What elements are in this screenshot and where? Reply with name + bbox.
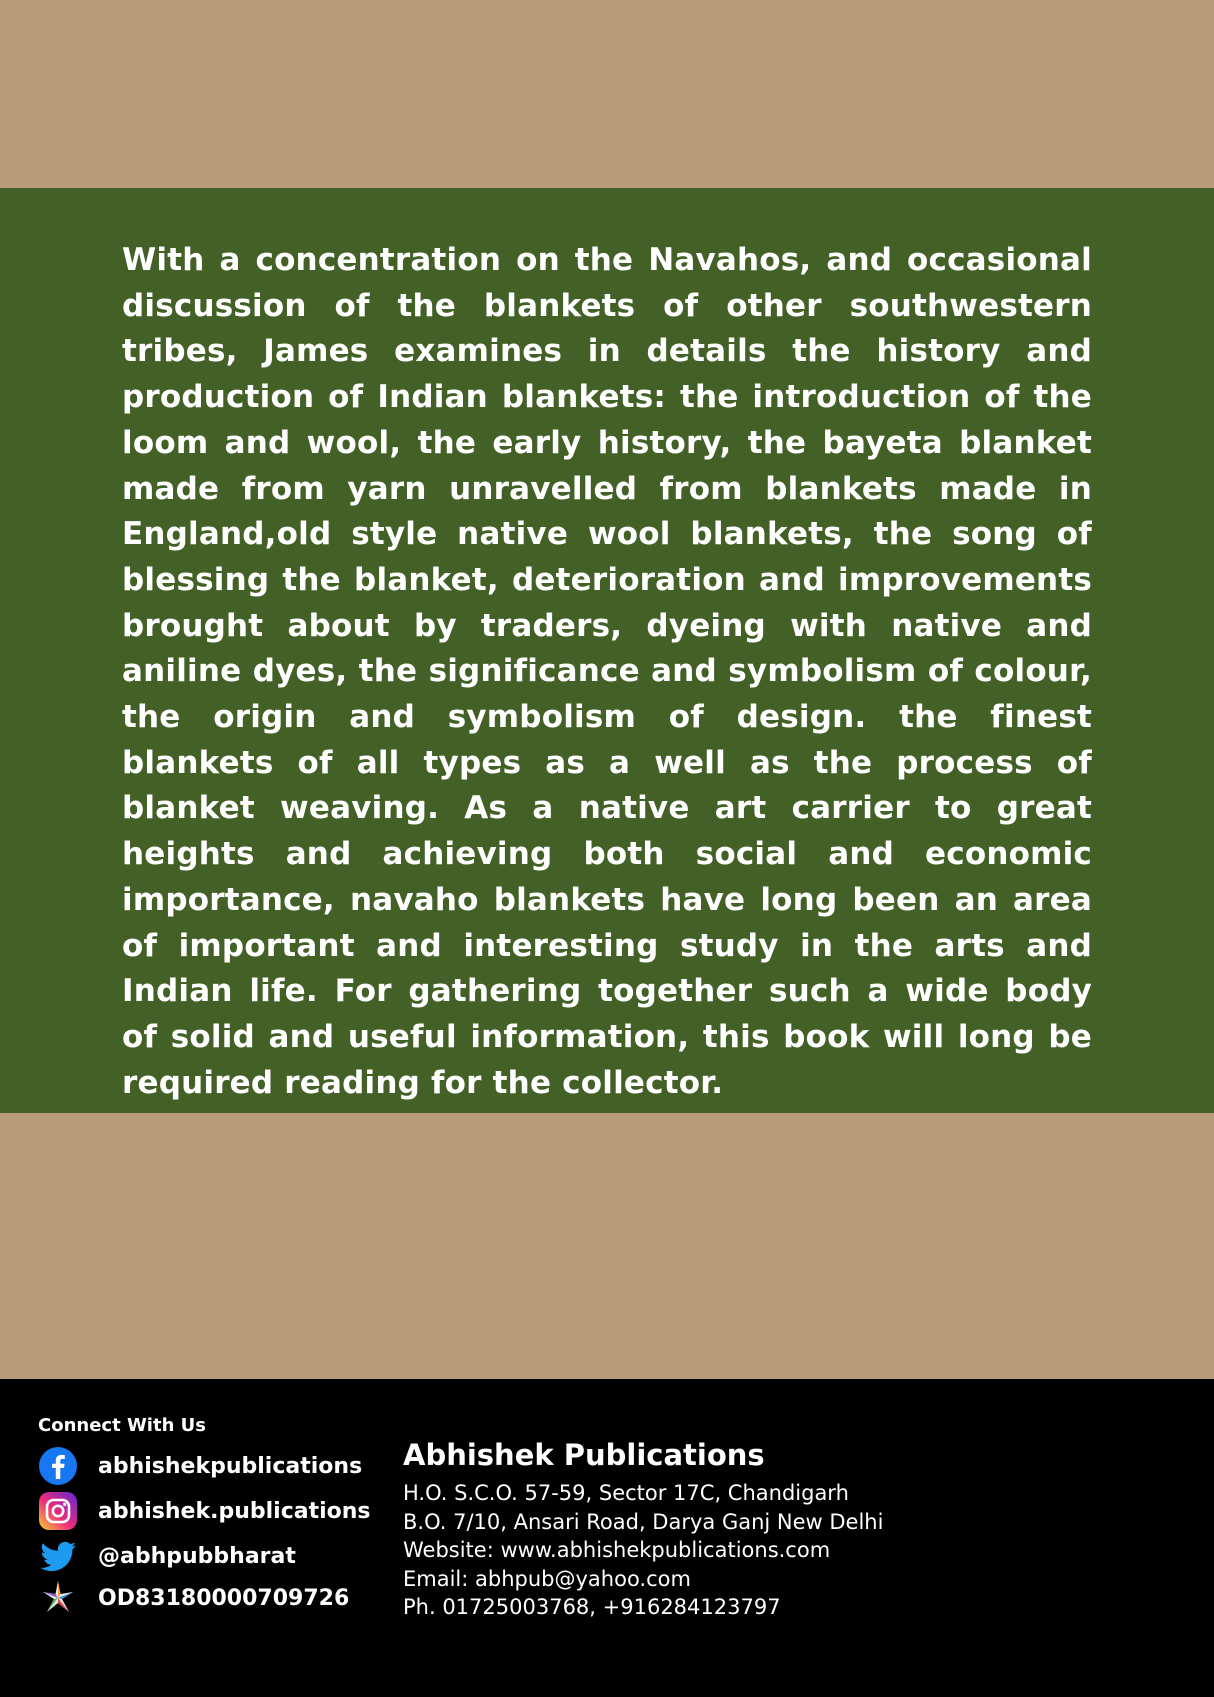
website-line[interactable]: Website: www.abhishekpublications.com [403,1538,831,1562]
middle-tan-band [0,1113,1214,1379]
facebook-handle: abhishekpublications [98,1453,363,1479]
top-tan-band [0,0,1214,188]
book-description: With a concentration on the Navahos, and occasional discussion of the blankets of other southwestern tribes, James examines in details the history and production of Indian blankets: the introduction of the loom and wool, the early history, the bayeta blanket made from yarn unravelled from blankets made in England,old style native wool blankets, the song of blessing the blanket, deterioration and improvements brought about by traders, dyeing with native and aniline dyes, the significance and symbolism of colour, the origin and symbolism of design. the finest blankets of all types as a well as the process of blanket weaving. As a native art carrier to great heights and achieving both social and economic importance, navaho blankets have long been an area of important and interesting study in the arts and Indian life. For gathering together such a wide body of solid and useful information, this book will long be required reading for the collector. [122,242,1092,1101]
email-line[interactable]: Email: abhpub@yahoo.com [403,1566,691,1591]
instagram-handle: abhishek.publications [98,1498,371,1524]
instagram-icon [38,1491,78,1531]
phone-line: Ph. 01725003768, +916284123797 [403,1595,781,1619]
social-instagram[interactable] [38,1491,371,1531]
branch-office-address: B.O. 7/10, Ansari Road, Darya Ganj New Delhi [403,1509,884,1534]
head-office-address: H.O. S.C.O. 57-59, Sector 17C, Chandigarh [403,1481,849,1505]
connect-title: Connect With Us [38,1415,206,1436]
twitter-handle: @abhpubbharat [98,1543,296,1569]
facebook-icon [38,1446,78,1486]
social-facebook[interactable] [38,1446,362,1486]
footer [0,1379,1214,1697]
publisher-name: Abhishek Publications [403,1438,765,1472]
social-twitter[interactable] [38,1536,296,1576]
twitter-icon [38,1536,78,1576]
store-id: OD83180000709726 [98,1585,350,1611]
star-logo-icon [38,1578,78,1618]
publisher-info [403,1437,963,1622]
social-store-id [38,1578,349,1618]
